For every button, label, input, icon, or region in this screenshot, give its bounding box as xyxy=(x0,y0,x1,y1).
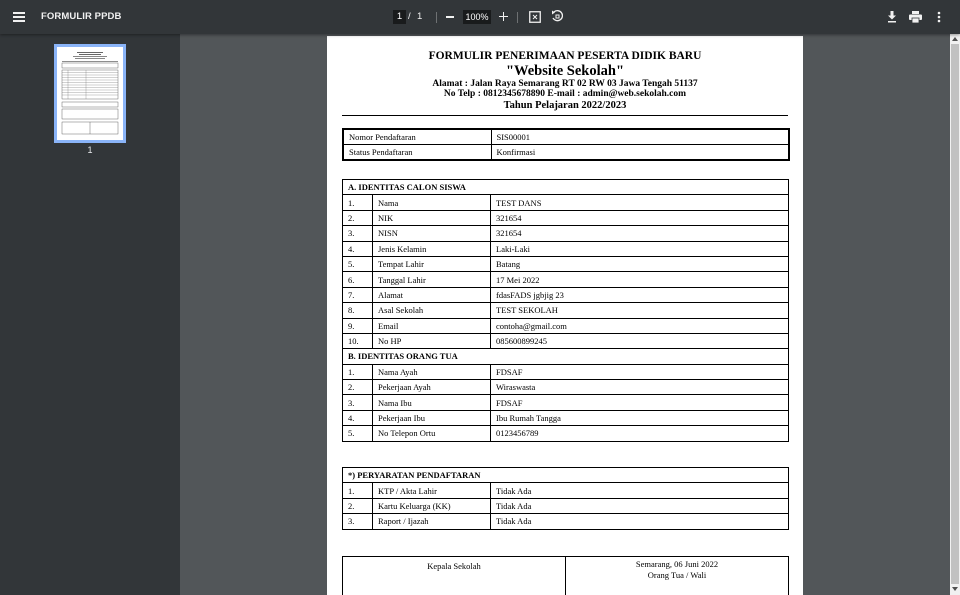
table-row xyxy=(343,272,789,287)
row-value: FDSAF xyxy=(491,364,789,379)
row-number: 4. xyxy=(343,410,373,425)
row-value: fdasFADS jgbjig 23 xyxy=(491,287,789,302)
row-number: 4. xyxy=(343,241,373,256)
zoom-in-icon[interactable] xyxy=(499,12,508,21)
thumbnail-preview xyxy=(59,49,121,138)
row-value: Tidak Ada xyxy=(491,498,789,513)
row-label: Jenis Kelamin xyxy=(373,241,491,256)
registration-table xyxy=(342,128,790,161)
page-thumbnail[interactable] xyxy=(54,44,126,143)
parent-label: Orang Tua / Wali xyxy=(647,570,707,580)
row-label: NISN xyxy=(373,226,491,241)
page-number-input[interactable]: 1 xyxy=(393,10,406,24)
table-row xyxy=(343,210,789,225)
row-value: 0123456789 xyxy=(491,426,789,441)
section-a-title: A. IDENTITAS CALON SISWA xyxy=(343,180,789,195)
row-number: 7. xyxy=(343,287,373,302)
table-row xyxy=(343,129,789,145)
form-title: FORMULIR PENERIMAAN PESERTA DIDIK BARU xyxy=(428,50,702,62)
row-label: Pekerjaan Ibu xyxy=(373,410,491,425)
thumbnail-page-number: 1 xyxy=(87,145,93,155)
table-row xyxy=(343,426,789,441)
row-label: No Telepon Ortu xyxy=(373,426,491,441)
section-header-row xyxy=(343,180,789,195)
row-number: 3. xyxy=(343,226,373,241)
pdf-toolbar xyxy=(0,0,960,34)
row-number: 5. xyxy=(343,426,373,441)
row-value: Batang xyxy=(491,256,789,271)
requirements-title: *) PERYARATAN PENDAFTARAN xyxy=(343,468,789,483)
pdf-page xyxy=(327,36,803,595)
row-value: Laki-Laki xyxy=(491,241,789,256)
zoom-level-input[interactable]: 100% xyxy=(463,10,491,24)
row-label: Email xyxy=(373,318,491,333)
row-label: Pekerjaan Ayah xyxy=(373,380,491,395)
table-row xyxy=(343,380,789,395)
academic-year: Tahun Pelajaran 2022/2023 xyxy=(503,100,627,111)
scroll-down-icon[interactable] xyxy=(952,587,958,591)
row-label: Kartu Keluarga (KK) xyxy=(373,498,491,513)
section-header-row xyxy=(343,349,789,364)
signature-right xyxy=(566,557,789,595)
rotate-icon[interactable] xyxy=(551,10,563,23)
table-row xyxy=(343,557,789,595)
row-label: No HP xyxy=(373,333,491,348)
table-row xyxy=(343,333,789,348)
row-number: 3. xyxy=(343,395,373,410)
table-row xyxy=(343,318,789,333)
document-title: FORMULIR PPDB xyxy=(41,11,122,22)
principal-label: Kepala Sekolah xyxy=(427,561,481,571)
more-icon[interactable] xyxy=(937,11,941,23)
table-row xyxy=(343,498,789,513)
row-number: 1. xyxy=(343,195,373,210)
table-row xyxy=(343,514,789,529)
table-row xyxy=(343,303,789,318)
row-value: FDSAF xyxy=(491,395,789,410)
identity-table xyxy=(342,179,789,442)
table-row xyxy=(343,395,789,410)
row-number: 2. xyxy=(343,380,373,395)
signature-left xyxy=(343,557,566,595)
row-value: 321654 xyxy=(491,226,789,241)
row-number: 2. xyxy=(343,210,373,225)
row-number: 1. xyxy=(343,483,373,498)
row-value: TEST DANS xyxy=(491,195,789,210)
row-value: 085600899245 xyxy=(491,333,789,348)
school-address: Alamat : Jalan Raya Semarang RT 02 RW 03 Jawa Tengah 51137 xyxy=(432,79,698,89)
page-total: 1 xyxy=(417,11,423,22)
table-row xyxy=(343,145,789,161)
school-name: "Website Sekolah" xyxy=(505,63,625,79)
table-row xyxy=(343,226,789,241)
print-icon[interactable] xyxy=(909,11,922,23)
row-value: Wiraswasta xyxy=(491,380,789,395)
signature-table xyxy=(342,556,789,595)
section-b-title: B. IDENTITAS ORANG TUA xyxy=(343,349,789,364)
row-label: Nama Ayah xyxy=(373,364,491,379)
row-value: Ibu Rumah Tangga xyxy=(491,410,789,425)
table-row xyxy=(343,256,789,271)
row-value: Tidak Ada xyxy=(491,514,789,529)
registration-value: Konfirmasi xyxy=(491,145,789,161)
toolbar-divider xyxy=(517,12,518,23)
table-row xyxy=(343,364,789,379)
menu-icon[interactable] xyxy=(12,9,28,25)
row-value: contoha@gmail.com xyxy=(491,318,789,333)
table-row xyxy=(343,195,789,210)
zoom-out-icon[interactable] xyxy=(446,16,454,18)
page-separator: / xyxy=(408,11,411,22)
row-number: 1. xyxy=(343,364,373,379)
thumbnail-sidebar xyxy=(0,34,180,595)
fit-page-icon[interactable] xyxy=(529,11,541,23)
vertical-scrollbar[interactable] xyxy=(950,34,960,595)
signature-date: Semarang, 06 Juni 2022 xyxy=(635,559,719,569)
section-header-row xyxy=(343,468,789,483)
download-icon[interactable] xyxy=(887,11,897,23)
row-label: Tempat Lahir xyxy=(373,256,491,271)
registration-label: Status Pendaftaran xyxy=(343,145,491,161)
header-divider xyxy=(342,115,788,116)
row-value: 321654 xyxy=(491,210,789,225)
row-label: Nama Ibu xyxy=(373,395,491,410)
row-label: Raport / Ijazah xyxy=(373,514,491,529)
row-number: 6. xyxy=(343,272,373,287)
table-row xyxy=(343,483,789,498)
table-row xyxy=(343,410,789,425)
school-contact: No Telp : 0812345678890 E-mail : admin@web.sekolah.com xyxy=(443,89,687,99)
toolbar-divider xyxy=(436,12,437,23)
row-number: 8. xyxy=(343,303,373,318)
registration-value: SIS00001 xyxy=(491,129,789,145)
requirements-table xyxy=(342,467,789,530)
row-number: 3. xyxy=(343,514,373,529)
row-label: Nama xyxy=(373,195,491,210)
row-value: TEST SEKOLAH xyxy=(491,303,789,318)
scrollbar-thumb[interactable] xyxy=(951,44,959,584)
table-row xyxy=(343,241,789,256)
row-label: Asal Sekolah xyxy=(373,303,491,318)
row-value: Tidak Ada xyxy=(491,483,789,498)
row-number: 5. xyxy=(343,256,373,271)
table-row xyxy=(343,287,789,302)
row-label: Tanggal Lahir xyxy=(373,272,491,287)
document-viewer[interactable] xyxy=(180,34,950,595)
row-label: Alamat xyxy=(373,287,491,302)
row-label: KTP / Akta Lahir xyxy=(373,483,491,498)
row-label: NIK xyxy=(373,210,491,225)
registration-label: Nomor Pendaftaran xyxy=(343,129,491,145)
row-number: 9. xyxy=(343,318,373,333)
row-value: 17 Mei 2022 xyxy=(491,272,789,287)
row-number: 2. xyxy=(343,498,373,513)
scroll-up-icon[interactable] xyxy=(952,37,958,41)
row-number: 10. xyxy=(343,333,373,348)
